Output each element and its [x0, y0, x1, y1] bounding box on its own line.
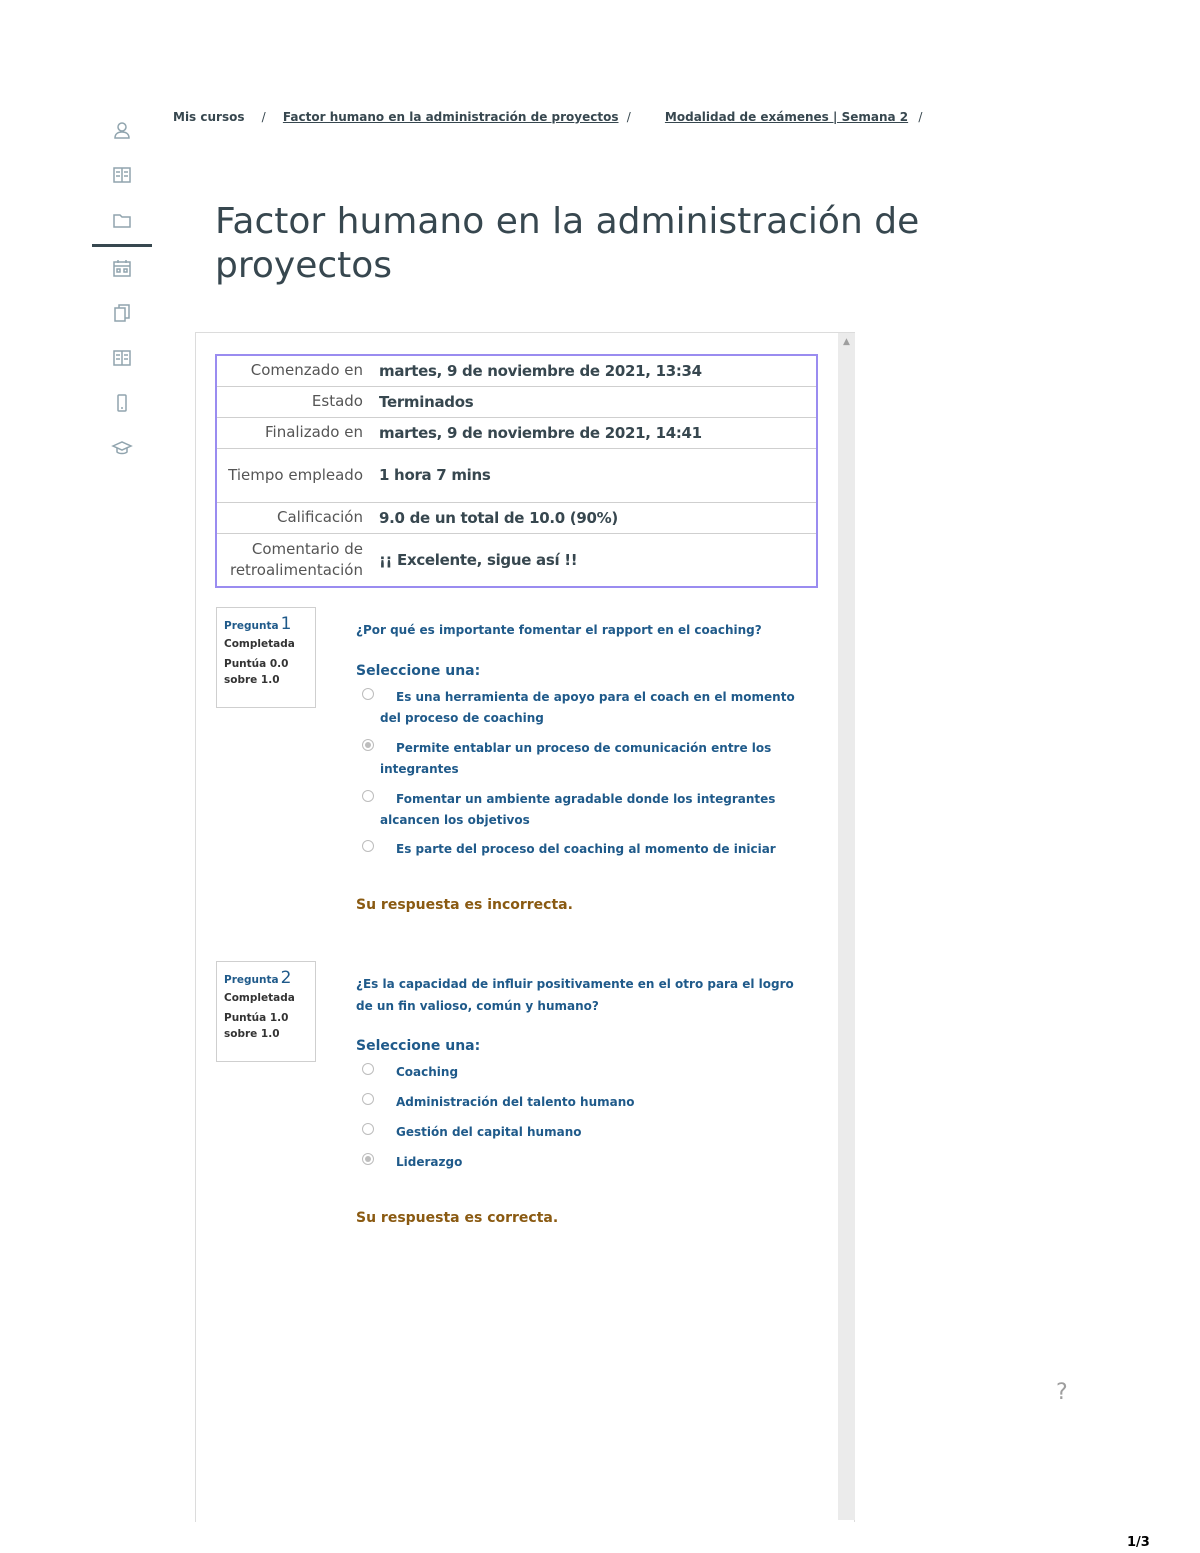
question-text: ¿Es la capacidad de influir positivamente en el otro para el logro de un fin valioso, común y humano? — [356, 977, 794, 1013]
summary-label: Finalizado en — [216, 417, 371, 448]
scrollbar[interactable] — [838, 333, 855, 1520]
question-state: Completada — [224, 992, 295, 1004]
answer-option-text: Liderazgo — [396, 1155, 463, 1169]
scroll-up-arrow-icon[interactable]: ▲ — [843, 336, 850, 347]
radio-button[interactable] — [362, 1123, 374, 1135]
question-grade: Puntúa 1.0 sobre 1.0 — [224, 1012, 289, 1040]
answer-option-text: Es parte del proceso del coaching al momento de iniciar — [396, 842, 776, 856]
summary-row — [216, 355, 817, 386]
summary-label: Tiempo empleado — [216, 448, 371, 502]
summary-label: Comenzado en — [250, 361, 363, 380]
radio-button[interactable] — [362, 1063, 374, 1075]
answer-prompt: Seleccione una: — [356, 1038, 481, 1054]
answer-option[interactable] — [362, 1092, 802, 1113]
book-icon[interactable] — [92, 155, 152, 195]
summary-row — [216, 386, 817, 417]
summary-value: Terminados — [371, 386, 817, 417]
answer-option-text: Fomentar un ambiente agradable donde los integrantes alcancen los objetivos — [380, 792, 776, 827]
book-icon[interactable] — [92, 338, 152, 378]
breadcrumb — [173, 110, 922, 124]
radio-button[interactable] — [362, 688, 374, 700]
breadcrumb-mis-cursos[interactable]: Mis cursos — [173, 110, 245, 124]
calendar-icon[interactable] — [92, 248, 152, 288]
radio-button-selected[interactable] — [362, 1153, 374, 1165]
attempt-summary-table — [215, 354, 818, 588]
breadcrumb-separator: / — [261, 110, 266, 124]
question-text: ¿Por qué es importante fomentar el rapport en el coaching? — [356, 623, 762, 637]
folder-icon[interactable] — [92, 200, 152, 240]
mobile-icon[interactable] — [92, 383, 152, 423]
summary-value: 9.0 de un total de 10.0 (90%) — [371, 502, 817, 533]
documents-icon[interactable] — [92, 293, 152, 333]
question-info-box — [216, 961, 316, 1062]
summary-row — [216, 417, 817, 448]
page-title: Factor humano en la administración de proyectos — [215, 201, 920, 286]
summary-value: ¡¡ Excelente, sigue así !! — [371, 533, 817, 587]
summary-value: martes, 9 de noviembre de 2021, 13:34 — [379, 361, 702, 380]
answer-option[interactable] — [362, 1152, 802, 1173]
answer-option[interactable] — [362, 839, 802, 860]
summary-label: Comentario de retroalimentación — [216, 533, 371, 587]
summary-row — [216, 533, 817, 587]
answer-option-text: Coaching — [396, 1065, 459, 1079]
summary-label: Estado — [216, 386, 371, 417]
question-label: Pregunta — [224, 620, 279, 632]
help-icon[interactable]: ? — [1056, 1380, 1068, 1405]
summary-row — [216, 502, 817, 533]
breadcrumb-separator: / — [626, 110, 631, 124]
answer-option[interactable] — [362, 1122, 802, 1143]
question-label: Pregunta — [224, 974, 279, 986]
graduation-cap-icon[interactable] — [92, 428, 152, 468]
question-number: 1 — [280, 614, 292, 634]
answer-feedback: Su respuesta es incorrecta. — [356, 897, 573, 913]
answer-option-text: Gestión del capital humano — [396, 1125, 582, 1139]
user-icon[interactable] — [92, 110, 152, 150]
answer-option[interactable] — [362, 1062, 802, 1083]
answer-option[interactable] — [362, 687, 802, 729]
radio-button[interactable] — [362, 1093, 374, 1105]
breadcrumb-section[interactable]: Modalidad de exámenes | Semana 2 — [664, 110, 909, 124]
question-state: Completada — [224, 638, 295, 650]
answer-option[interactable] — [362, 738, 802, 780]
answer-option[interactable] — [362, 789, 802, 831]
nav-rail-active-indicator — [92, 244, 152, 247]
answer-option-text: Permite entablar un proceso de comunicación entre los integrantes — [380, 741, 772, 776]
page-number: 1/3 — [1127, 1535, 1150, 1550]
summary-value: martes, 9 de noviembre de 2021, 14:41 — [371, 417, 817, 448]
answer-feedback: Su respuesta es correcta. — [356, 1210, 559, 1226]
radio-button[interactable] — [362, 840, 374, 852]
breadcrumb-course[interactable]: Factor humano en la administración de proyectos — [282, 110, 619, 124]
radio-button-selected[interactable] — [362, 739, 374, 751]
summary-row — [216, 448, 817, 502]
question-info-box — [216, 607, 316, 708]
summary-value: 1 hora 7 mins — [371, 448, 817, 502]
radio-button[interactable] — [362, 790, 374, 802]
breadcrumb-separator: / — [918, 110, 923, 124]
question-number: 2 — [280, 968, 292, 988]
answer-prompt: Seleccione una: — [356, 663, 481, 679]
answer-option-text: Es una herramienta de apoyo para el coach en el momento del proceso de coaching — [380, 690, 795, 725]
answer-option-text: Administración del talento humano — [396, 1095, 635, 1109]
question-grade: Puntúa 0.0 sobre 1.0 — [224, 658, 289, 686]
summary-label: Calificación — [216, 502, 371, 533]
